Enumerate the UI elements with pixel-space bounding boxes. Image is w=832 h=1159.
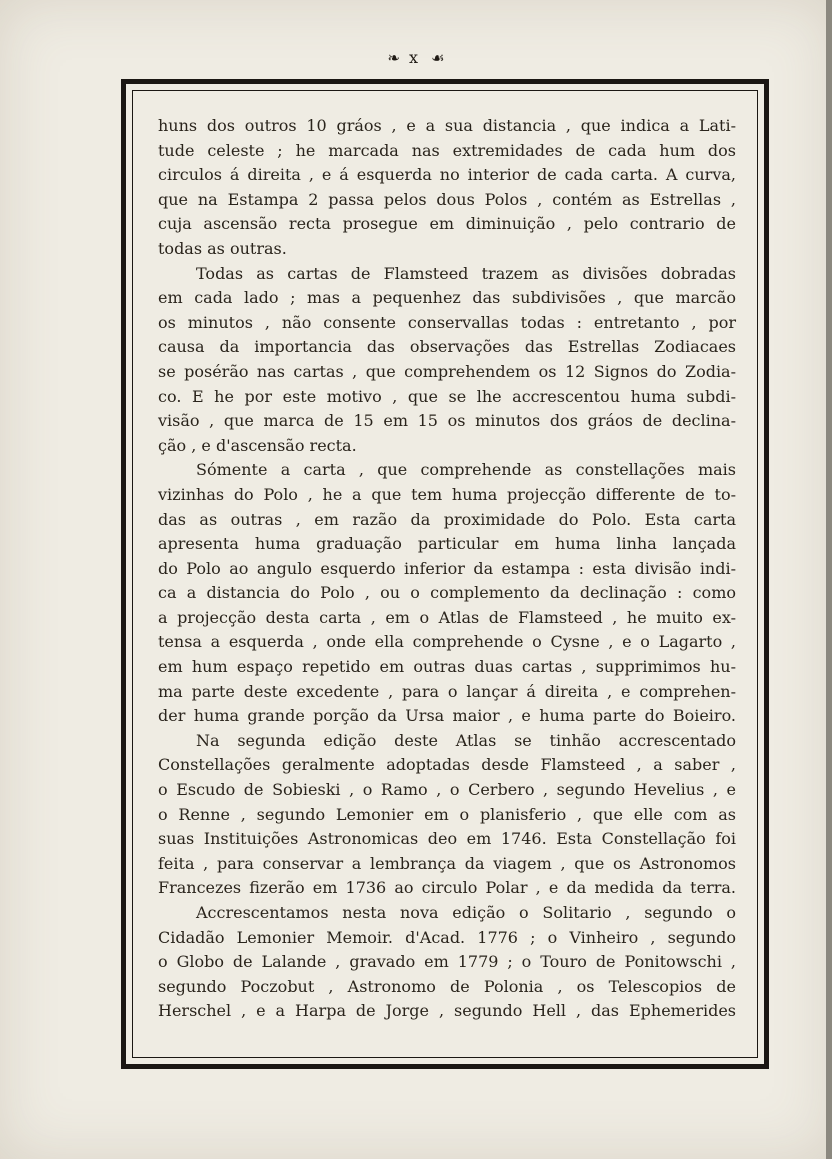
text-line: Herschel , e a Harpa de Jorge , segundo Hell , das Ephemerides (158, 1001, 736, 1021)
page-number: x (409, 48, 423, 67)
text-line: em hum espaço repetido em outras duas cartas , supprimimos hu- (158, 657, 736, 677)
text-line: a projecção desta carta , em o Atlas de Flamsteed , he muito ex- (158, 607, 736, 627)
text-line: Accrescentamos nesta nova edição o Solitario , segundo o (196, 903, 736, 922)
text-line: tude celeste ; he marcada nas extremidades de cada hum dos (158, 140, 736, 160)
text-line: visão , que marca de 15 em 15 os minutos dos gráos de declina- (158, 411, 736, 431)
text-line: causa da importancia das observações das Estrellas Zodiacaes (158, 337, 736, 357)
text-line: Sómente a carta , que comprehende as constellações mais (196, 460, 736, 480)
text-line: Constellações geralmente adoptadas desde Flamsteed , a saber , (158, 755, 736, 775)
text-line: que na Estampa 2 passa pelos dous Polos , contém as Estrellas , (158, 189, 736, 209)
text-line: das as outras , em razão da proximidade do Polo. Esta carta (158, 509, 736, 529)
text-line: o Globo de Lalande , gravado em 1779 ; o Touro de Ponitowschi , (158, 952, 736, 972)
fleuron-right-icon: ☙ (431, 49, 445, 67)
fleuron-left-icon: ❧ (387, 49, 400, 67)
page-edge-shadow (826, 0, 832, 1159)
text-line: co. E he por este motivo , que se lhe accrescentou huma subdi- (158, 386, 736, 406)
text-line: huns dos outros 10 gráos , e a sua distancia , que indica a Lati- (158, 116, 736, 135)
text-line: os minutos , não consente conservallas todas : entretanto , por (158, 312, 736, 332)
text-line: Francezes fizerão em 1736 ao circulo Polar , e da medida da terra. (158, 878, 736, 898)
text-line: em cada lado ; mas a pequenhez das subdivisões , que marcão (158, 288, 736, 308)
text-line: do Polo ao angulo esquerdo inferior da estampa : esta divisão indi- (158, 558, 736, 578)
text-line: se posérão nas cartas , que comprehendem os 12 Signos do Zodia- (158, 361, 736, 381)
text-line: feita , para conservar a lembrança da viagem , que os Astronomos (158, 853, 736, 873)
text-line: cuja ascensão recta prosegue em diminuição , pelo contrario de (158, 214, 736, 234)
text-line: o Escudo de Sobieski , o Ramo , o Cerbero , segundo Hevelius , e (158, 780, 736, 800)
text-line: circulos á direita , e á esquerda no interior de cada carta. A curva, (158, 165, 736, 185)
text-line: todas as outras. (158, 238, 287, 258)
text-line: segundo Poczobut , Astronomo de Polonia , os Telescopios de (158, 976, 736, 996)
text-line: ma parte deste excedente , para o lançar á direita , e comprehen- (158, 681, 736, 701)
text-line: Cidadão Lemonier Memoir. d'Acad. 1776 ; o Vinheiro , segundo (158, 927, 736, 947)
text-line: o Renne , segundo Lemonier em o planisferio , que elle com as (158, 804, 736, 824)
page-folio (0, 48, 832, 67)
body-text (158, 114, 736, 1024)
text-line: apresenta huma graduação particular em huma linha lançada (158, 534, 736, 554)
text-line: tensa a esquerda , onde ella comprehende o Cysne , e o Lagarto , (158, 632, 736, 652)
text-line: Todas as cartas de Flamsteed trazem as divisões dobradas (196, 263, 736, 283)
text-line: ca a distancia do Polo , ou o complemento da declinação : como (158, 583, 736, 603)
text-line: ção , e d'ascensão recta. (158, 435, 357, 455)
text-line: suas Instituições Astronomicas deo em 1746. Esta Constellação foi (158, 829, 736, 849)
text-line: Na segunda edição deste Atlas se tinhão accrescentado (196, 730, 736, 750)
text-line: der huma grande porção da Ursa maior , e huma parte do Boieiro. (158, 706, 736, 726)
text-line: vizinhas do Polo , he a que tem huma projecção differente de to- (158, 484, 736, 504)
